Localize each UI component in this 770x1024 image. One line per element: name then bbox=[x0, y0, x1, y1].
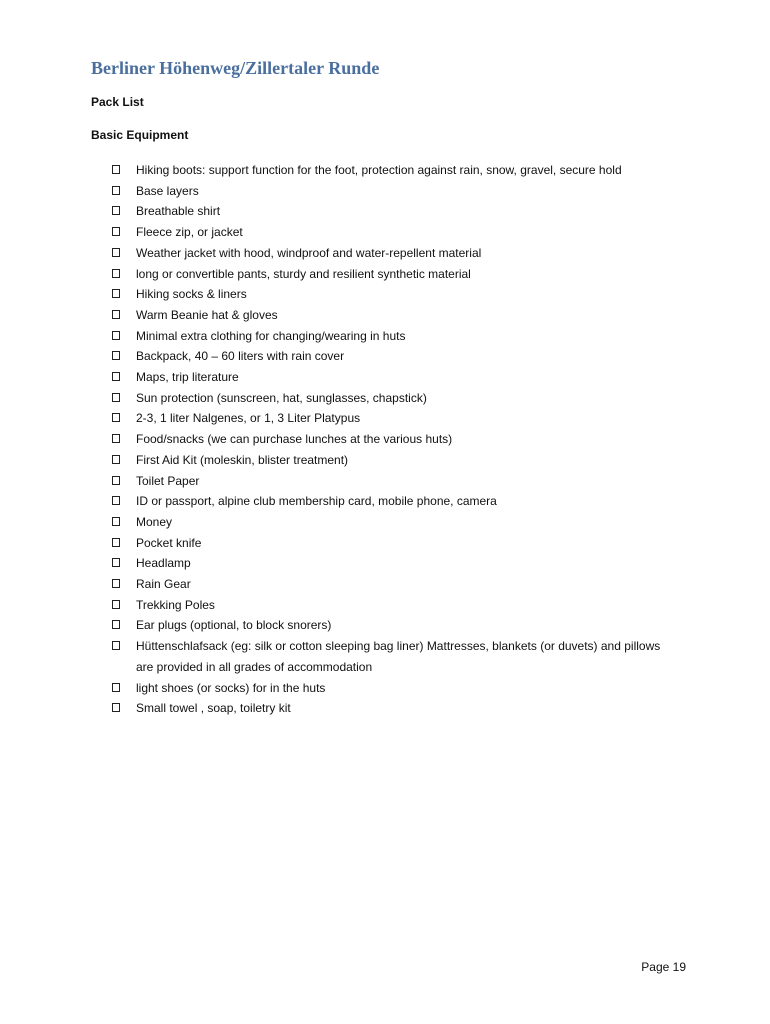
list-item bbox=[112, 615, 672, 636]
list-item bbox=[112, 678, 672, 699]
list-item-text: Food/snacks (we can purchase lunches at the various huts) bbox=[136, 432, 453, 447]
checkbox-icon bbox=[112, 538, 120, 547]
checkbox-icon bbox=[112, 517, 120, 526]
checkbox-icon bbox=[112, 683, 120, 692]
list-item bbox=[112, 471, 672, 492]
list-item-text: Hiking socks & liners bbox=[136, 287, 247, 302]
list-item-text: Minimal extra clothing for changing/wearing in huts bbox=[136, 328, 406, 343]
list-item-text: Hiking boots: support function for the foot, protection against rain, snow, gravel, secure hold bbox=[136, 163, 622, 177]
list-item bbox=[112, 698, 672, 719]
list-item bbox=[112, 264, 672, 285]
checkbox-icon bbox=[112, 641, 120, 650]
list-item-text: Sun protection (sunscreen, hat, sunglasses, chapstick) bbox=[136, 390, 427, 405]
checkbox-icon bbox=[112, 703, 120, 712]
pack-list-heading: Pack List bbox=[91, 95, 144, 109]
checkbox-icon bbox=[112, 434, 120, 443]
list-item-text: ID or passport, alpine club membership card, mobile phone, camera bbox=[136, 494, 497, 509]
list-item-text: Ear plugs (optional, to block snorers) bbox=[136, 618, 332, 633]
list-item bbox=[112, 201, 672, 222]
list-item-text: Headlamp bbox=[136, 556, 191, 571]
list-item-text: Toilet Paper bbox=[136, 473, 200, 488]
checkbox-icon bbox=[112, 186, 120, 195]
list-item-text: Weather jacket with hood, windproof and water-repellent material bbox=[136, 245, 482, 260]
list-item-text: Small towel , soap, toiletry kit bbox=[136, 701, 291, 716]
list-item bbox=[112, 636, 672, 677]
checkbox-icon bbox=[112, 206, 120, 215]
checkbox-icon bbox=[112, 496, 120, 505]
checkbox-icon bbox=[112, 248, 120, 257]
list-item bbox=[112, 284, 672, 305]
list-item bbox=[112, 305, 672, 326]
checkbox-icon bbox=[112, 579, 120, 588]
equipment-list bbox=[112, 160, 672, 719]
list-item bbox=[112, 160, 672, 181]
checkbox-icon bbox=[112, 351, 120, 360]
list-item-text: Breathable shirt bbox=[136, 204, 221, 219]
list-item bbox=[112, 367, 672, 388]
list-item-text: First Aid Kit (moleskin, blister treatment) bbox=[136, 452, 349, 467]
list-item bbox=[112, 512, 672, 533]
list-item-text: Base layers bbox=[136, 183, 199, 198]
checkbox-icon bbox=[112, 413, 120, 422]
list-item bbox=[112, 346, 672, 367]
list-item-text: Hüttenschlafsack (eg: silk or cotton sleeping bag liner) Mattresses, blankets (or duvets) and pillows are provided in all grades of accommodation bbox=[136, 639, 661, 674]
checkbox-icon bbox=[112, 455, 120, 464]
list-item bbox=[112, 388, 672, 409]
page-number: Page 19 bbox=[641, 960, 686, 974]
checkbox-icon bbox=[112, 331, 120, 340]
checkbox-icon bbox=[112, 227, 120, 236]
checkbox-icon bbox=[112, 165, 120, 174]
list-item-text: Rain Gear bbox=[136, 577, 191, 592]
list-item-text: Fleece zip, or jacket bbox=[136, 225, 243, 240]
list-item bbox=[112, 429, 672, 450]
list-item-text: Maps, trip literature bbox=[136, 370, 239, 385]
list-item bbox=[112, 326, 672, 347]
list-item bbox=[112, 491, 672, 512]
checkbox-icon bbox=[112, 558, 120, 567]
checkbox-icon bbox=[112, 476, 120, 485]
checkbox-icon bbox=[112, 289, 120, 298]
list-item bbox=[112, 181, 672, 202]
list-item bbox=[112, 450, 672, 471]
checkbox-icon bbox=[112, 372, 120, 381]
list-item-text: long or convertible pants, sturdy and resilient synthetic material bbox=[136, 266, 471, 281]
checkbox-icon bbox=[112, 620, 120, 629]
list-item bbox=[112, 574, 672, 595]
list-item-text: Trekking Poles bbox=[136, 597, 215, 612]
checkbox-icon bbox=[112, 310, 120, 319]
list-item-text: Pocket knife bbox=[136, 535, 202, 550]
checkbox-icon bbox=[112, 393, 120, 402]
list-item-text: Warm Beanie hat & gloves bbox=[136, 307, 278, 322]
checkbox-icon bbox=[112, 600, 120, 609]
list-item bbox=[112, 243, 672, 264]
list-item bbox=[112, 408, 672, 429]
list-item-text: Backpack, 40 – 60 liters with rain cover bbox=[136, 349, 345, 364]
section-heading: Basic Equipment bbox=[91, 128, 189, 142]
list-item-text: 2-3, 1 liter Nalgenes, or 1, 3 Liter Platypus bbox=[136, 411, 361, 426]
list-item-text: light shoes (or socks) for in the huts bbox=[136, 680, 326, 695]
list-item bbox=[112, 222, 672, 243]
list-item bbox=[112, 533, 672, 554]
list-item bbox=[112, 553, 672, 574]
checkbox-icon bbox=[112, 269, 120, 278]
list-item-text: Money bbox=[136, 514, 173, 529]
document-title: Berliner Höhenweg/Zillertaler Runde bbox=[91, 58, 380, 78]
list-item bbox=[112, 595, 672, 616]
